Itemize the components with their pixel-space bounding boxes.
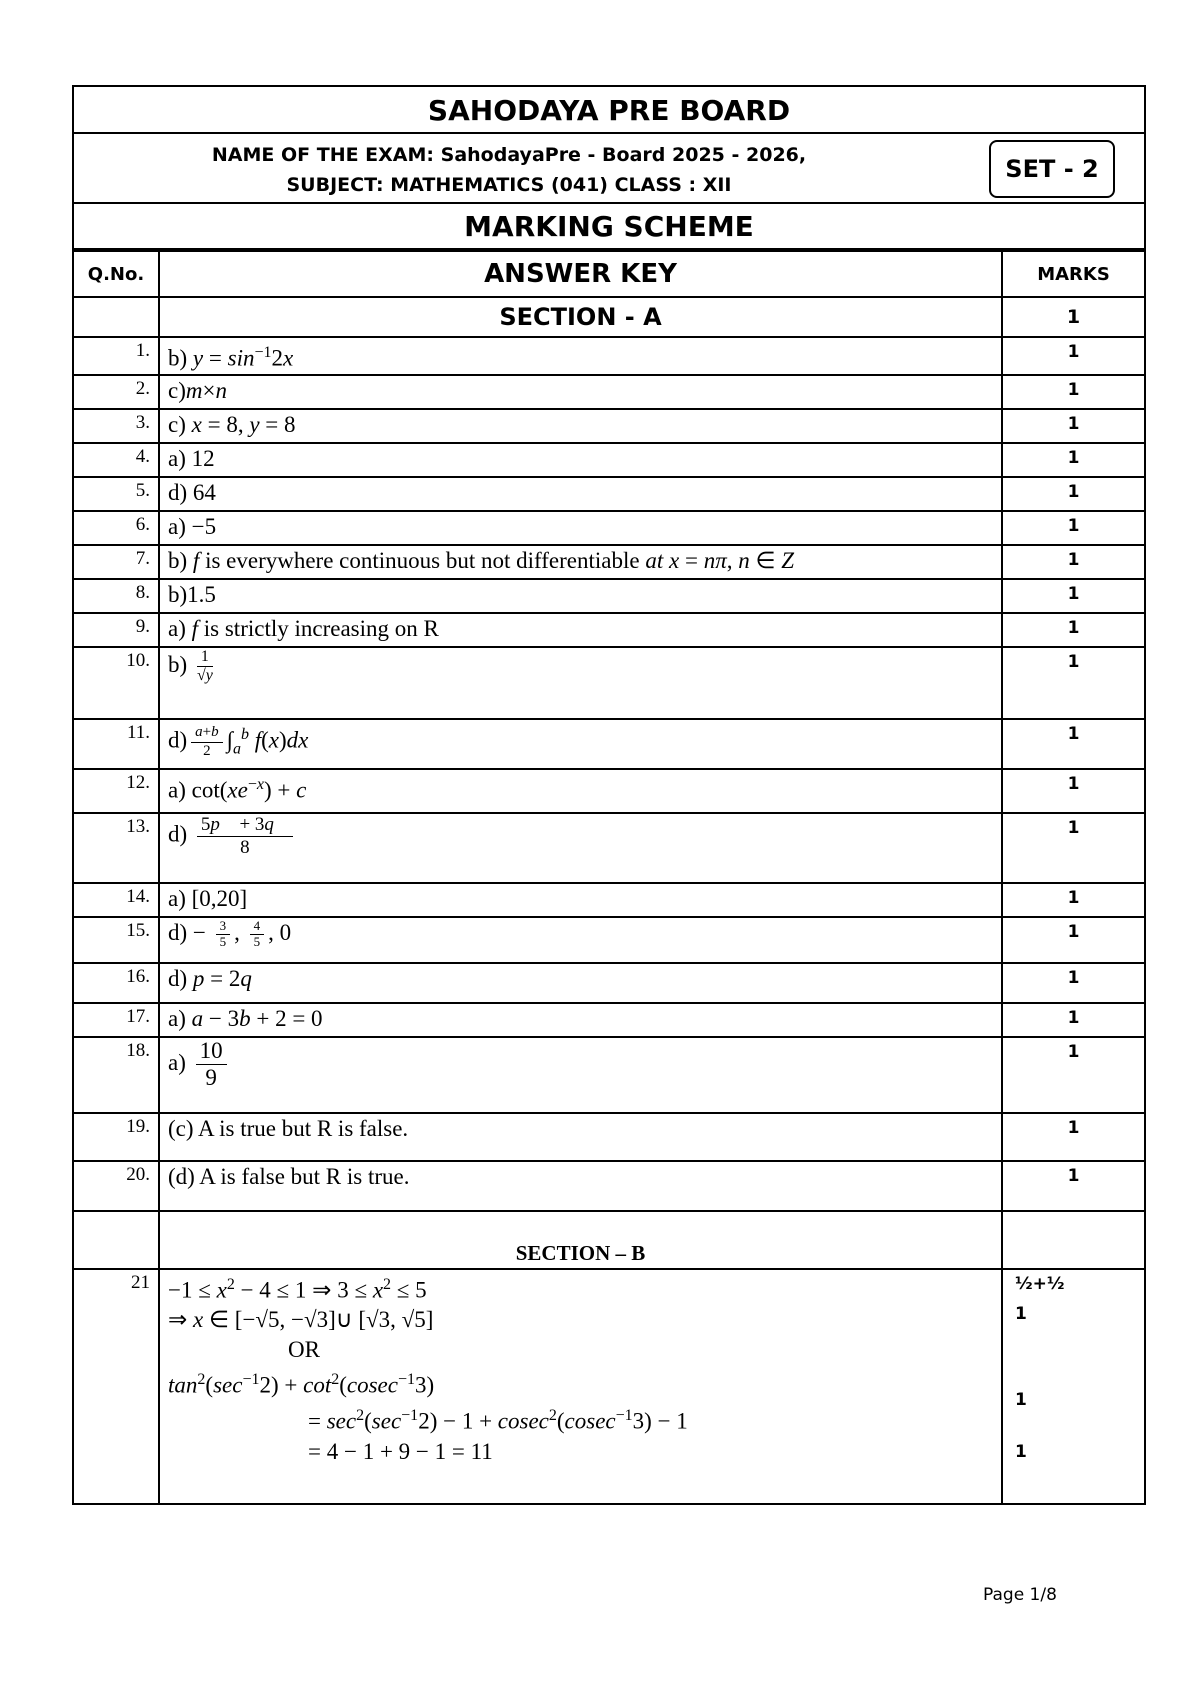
table-row: 4. a) 12 1 (74, 443, 1144, 477)
table-row: 6. a) −5 1 (74, 511, 1144, 545)
marks-cell-q21: ½+½ 1 1 1 (1002, 1269, 1144, 1503)
answer-cell: a) 12 (159, 443, 1002, 477)
section-b-heading: SECTION – B (159, 1211, 1002, 1269)
answer-cell: d) $\frac{a+b}{2}$ $\int_a^b$ f(x)dx (159, 719, 1002, 769)
table-row: 10. b) $\frac{1}{√y}$ 1 (74, 647, 1144, 719)
table-row: 11. d) $\frac{a+b}{2}$ $\int_a^b$ f(x)dx 1 (74, 719, 1144, 769)
answer-cell: a) −5 (159, 511, 1002, 545)
section-a-row (74, 297, 1144, 337)
qno-header: Q.No. (74, 251, 159, 297)
answer-cell: a) $\frac{10}{9}$ (159, 1037, 1002, 1113)
table-row: 5. d) 64 1 (74, 477, 1144, 511)
answer-cell: a) f is strictly increasing on R (159, 613, 1002, 647)
answer-cell: b) $y = \sin^{-1}2x$ (159, 337, 1002, 375)
table-row: 18. a) $\frac{10}{9}$ 1 (74, 1037, 1144, 1113)
answer-cell: c) x = 8, y = 8 (159, 409, 1002, 443)
set-badge: SET - 2 (989, 140, 1115, 198)
or-label: OR (288, 1337, 320, 1363)
answer-cell-q21: $-1 \le x^2 - 4 \le 1$ ⇒ $3 \le x^2 \le 5$ ⇒ x ∈ [−√5, −√3]∪ [√3, √5] OR $\tan^2(\sec^{-1}2) + \cot^2(cosec^{-1}3)$ = $\sec^2(\sec^{-1}2) - 1 + cosec^2(cosec^{-1}3) - 1$ = 4 − 1 + 9 − 1 = 11 (159, 1269, 1002, 1503)
answer-cell: d) − $\frac{3}{5}$ , $\frac{4}{5}$ , 0 (159, 917, 1002, 963)
answer-cell: (c) A is true but R is false. (159, 1113, 1002, 1161)
answer-key-header: ANSWER KEY (159, 251, 1002, 297)
table-row: 8. b)1.5 1 (74, 579, 1144, 613)
table-row: 9. a) f is strictly increasing on R 1 (74, 613, 1144, 647)
answer-cell: d) 64 (159, 477, 1002, 511)
table-row: 16. d) p = 2q 1 (74, 963, 1144, 1003)
scheme-title: MARKING SCHEME (74, 204, 1144, 250)
table-row: 14. a) [0,20] 1 (74, 883, 1144, 917)
section-a-marks: 1 (1002, 297, 1144, 337)
table-header-row (74, 251, 1144, 297)
table-row: 20. (d) A is false but R is true. 1 (74, 1161, 1144, 1211)
subject-line: SUBJECT: MATHEMATICS (041) CLASS : XII (286, 174, 732, 196)
page-number: Page 1/8 (983, 1585, 1057, 1605)
answer-cell: (d) A is false but R is true. (159, 1161, 1002, 1211)
answer-cell: a) $\cot(xe^{-x}) + c$ (159, 769, 1002, 813)
table-row: 17. a) a − 3b + 2 = 0 1 (74, 1003, 1144, 1037)
exam-info (74, 134, 1144, 204)
marks-header: MARKS (1002, 251, 1144, 297)
answer-cell: a) [0,20] (159, 883, 1002, 917)
table-row: 13. d) $\frac{5p⃗ + 3q⃗}{8}$ 1 (74, 813, 1144, 883)
answer-cell: d) p = 2q (159, 963, 1002, 1003)
table-row: 15. d) − $\frac{3}{5}$ , $\frac{4}{5}$ , 0 1 (74, 917, 1144, 963)
table-row: 7. b) f is everywhere continuous but not differentiable at x = nπ, n ∈ Z 1 (74, 545, 1144, 579)
answer-cell: d) $\frac{5p⃗ + 3q⃗}{8}$ (159, 813, 1002, 883)
answer-cell: b) f is everywhere continuous but not differentiable at x = nπ, n ∈ Z (159, 545, 1002, 579)
answer-cell: b)1.5 (159, 579, 1002, 613)
section-a-heading: SECTION - A (159, 297, 1002, 337)
answer-cell: b) $\frac{1}{√y}$ (159, 647, 1002, 719)
table-row: 3. c) x = 8, y = 8 1 (74, 409, 1144, 443)
table-row: 19. (c) A is true but R is false. 1 (74, 1113, 1144, 1161)
table-row: 1. b) $y = \sin^{-1}2x$ 1 (74, 337, 1144, 375)
section-b-row (74, 1211, 1144, 1269)
answer-cell: a) a − 3b + 2 = 0 (159, 1003, 1002, 1037)
answer-table (74, 250, 1144, 1503)
table-row: 12. a) $\cot(xe^{-x}) + c$ 1 (74, 769, 1144, 813)
document-title: SAHODAYA PRE BOARD (74, 87, 1144, 134)
exam-name-line: NAME OF THE EXAM: SahodayaPre - Board 2025 - 2026, (211, 144, 807, 166)
table-row: 21 $-1 \le x^2 - 4 \le 1$ ⇒ $3 \le x^2 \le 5$ ⇒ x ∈ [−√5, −√3]∪ [√3, √5] OR $\tan^2(\sec^{-1}2) + \cot^2(cosec^{-1}3)$ = $\sec^2(\sec^{-1}2) - 1 + cosec^2(cosec^{-1}3) - 1$ = 4 − 1 + 9 − 1 = 11 ½+½ 1 1 1 (74, 1269, 1144, 1503)
table-row: 2. c)m×n 1 (74, 375, 1144, 409)
answer-cell: c)m×n (159, 375, 1002, 409)
marking-scheme-sheet (72, 85, 1146, 1505)
